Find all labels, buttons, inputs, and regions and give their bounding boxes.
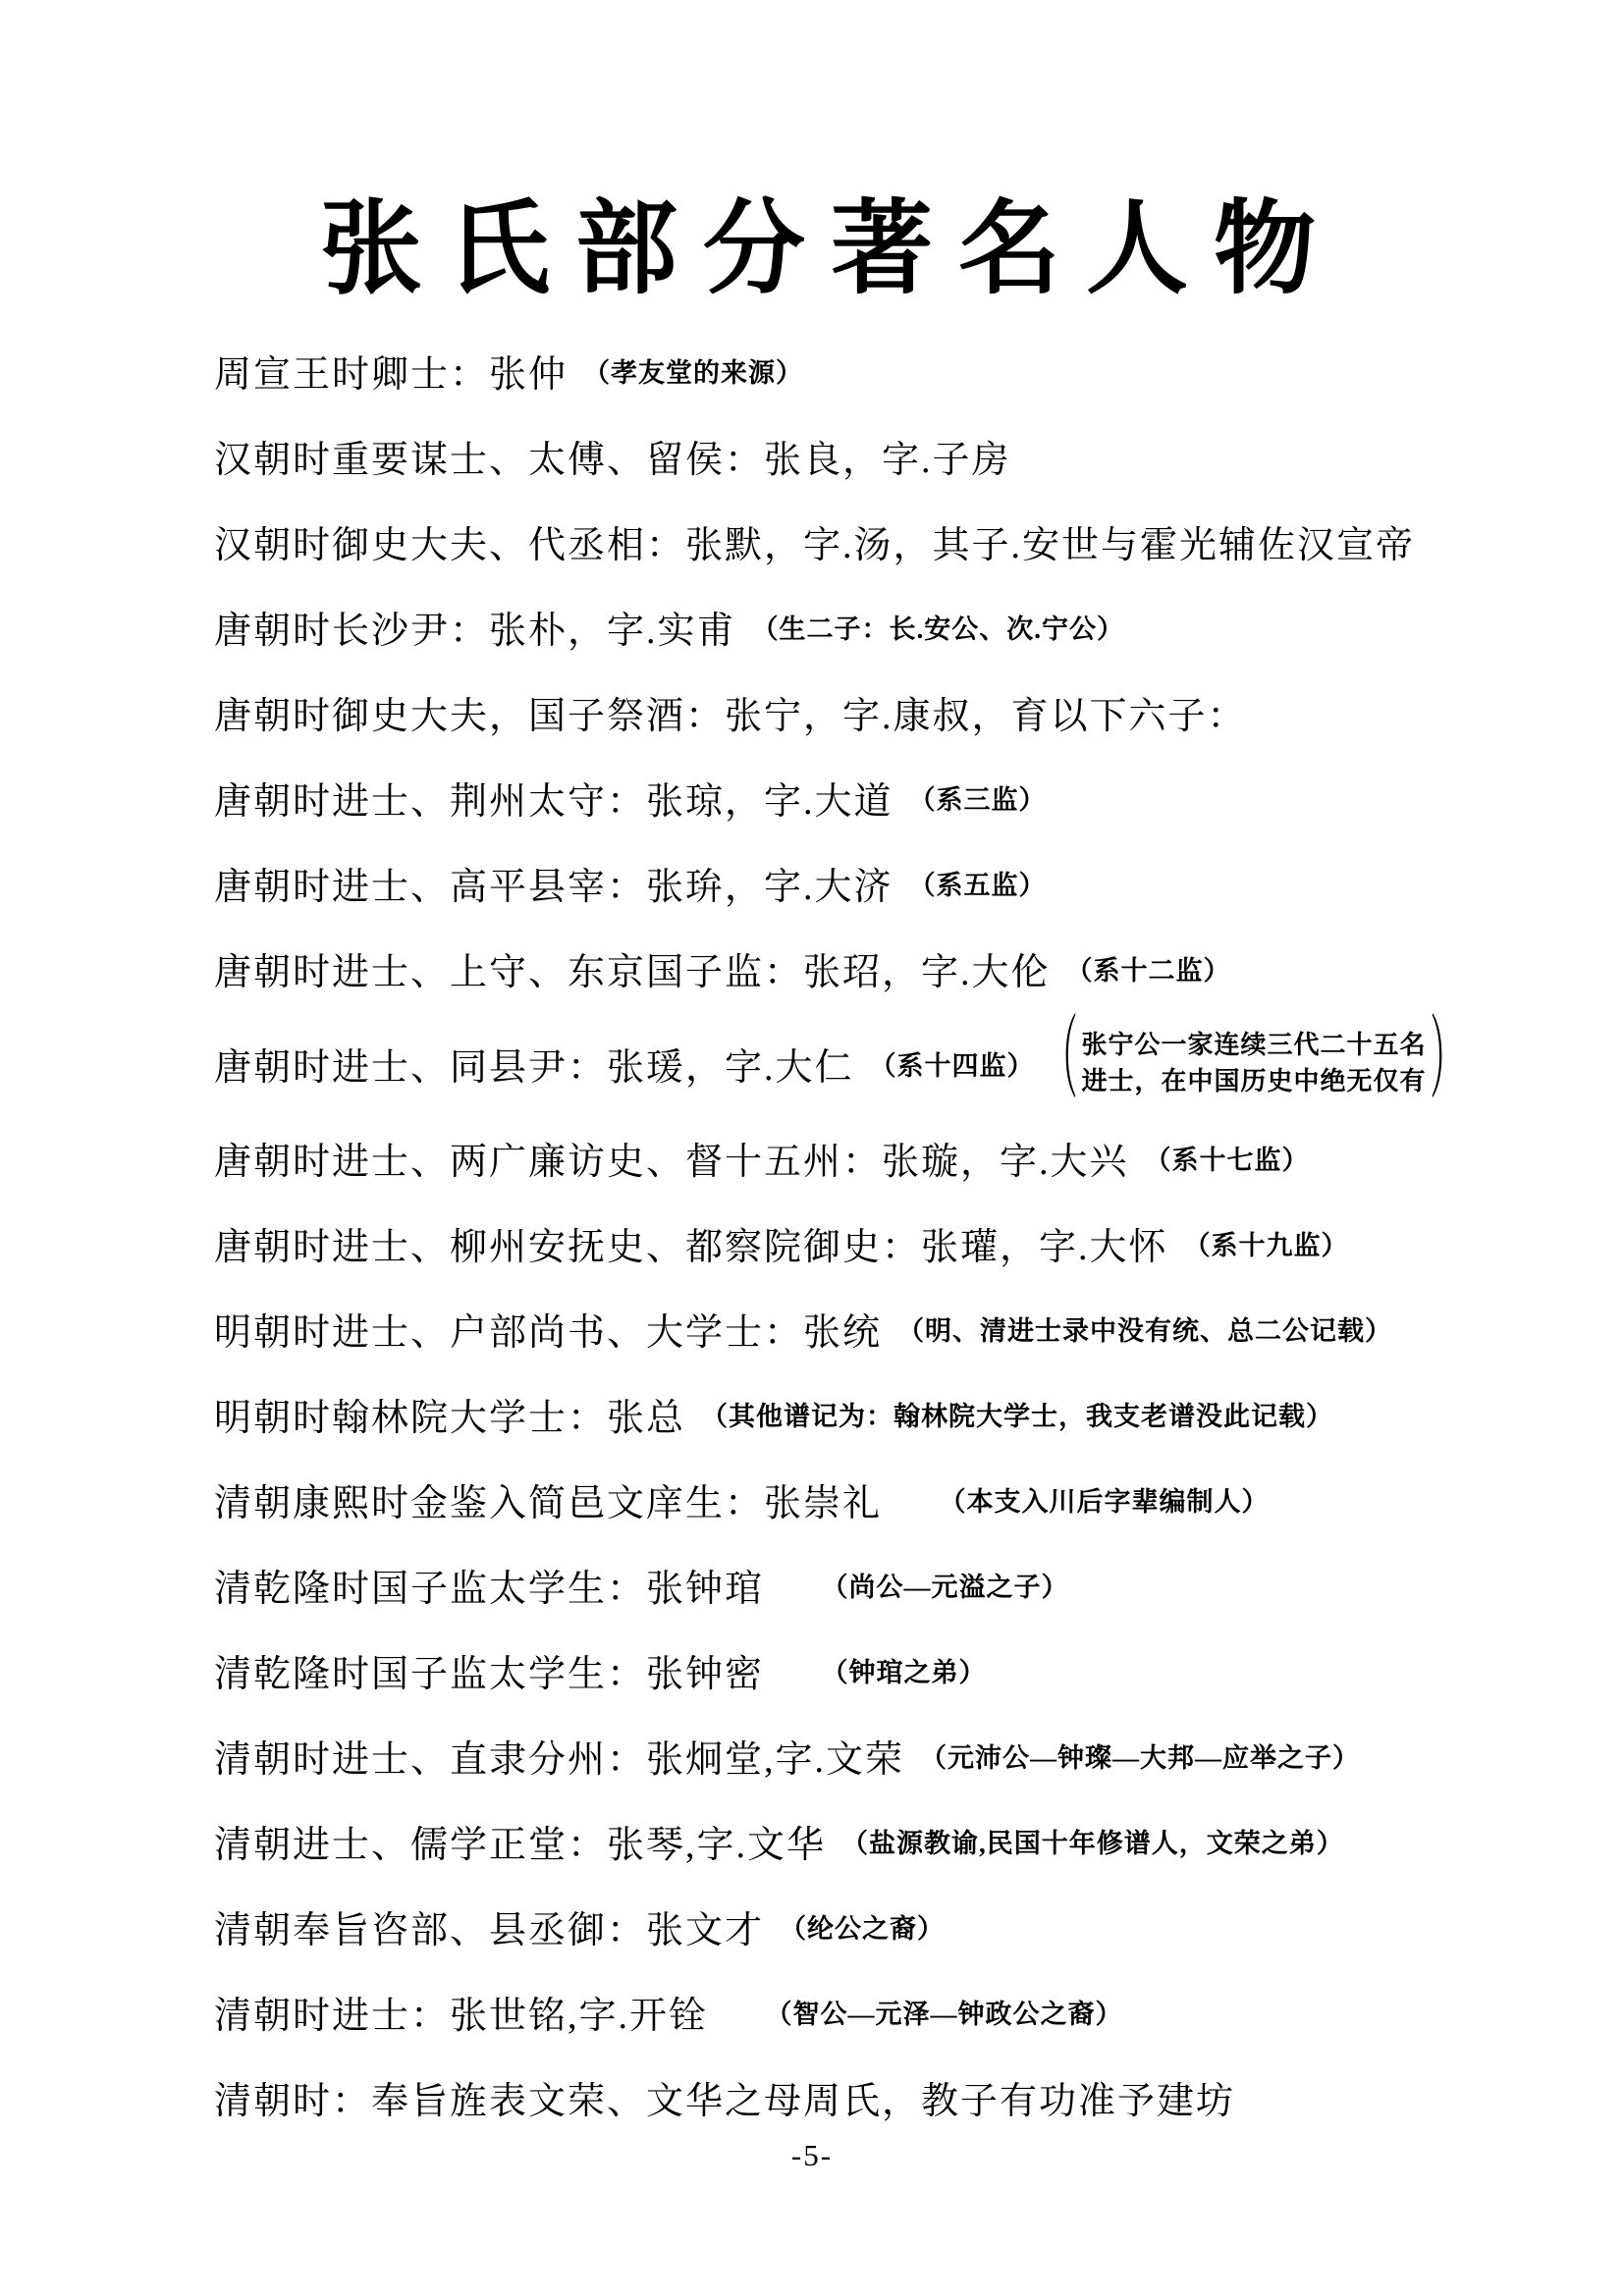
list-item [214,926,1624,1011]
sidenote-open-paren: （ [1044,1013,1078,1111]
entry-note: （盐源教谕,民国十年修谱人，文荣之弟） [841,1829,1344,1859]
list-item [214,669,1624,755]
list-item [214,755,1624,840]
entry-note: （生二子：长.安公、次.宁公） [751,614,1125,645]
entry-text: 清朝奉旨咨部、县丞御：张文才 [214,1910,765,1952]
page-number: -5- [790,2138,834,2172]
entry-list [0,304,1624,2140]
entry-text: 明朝时进士、户部尚书、大学士：张统 [214,1312,883,1355]
sidenote-lines [1082,1027,1427,1100]
entry-note: （系十二监） [1065,956,1231,987]
entry-text: 唐朝时御史大夫，国子祭酒：张宁，字.康叔，育以下六子： [214,696,1247,738]
entry-text: 唐朝时进士、上守、东京国子监：张玿，字.大伦 [214,952,1051,994]
list-item [214,1542,1624,1628]
entry-text: 清朝时：奉旨旌表文荣、文华之母周氏，教子有功准予建坊 [214,2081,1236,2123]
list-item [214,2055,1624,2140]
entry-text: 清朝时进士、直隶分州：张炯堂,字.文荣 [214,1739,905,1782]
entry-note: （本支入川后字辈编制人） [897,1487,1270,1518]
list-item [214,413,1624,499]
page-title: 张氏部分著名人物 [320,187,1342,308]
list-item [214,584,1624,669]
entry-note: （明、清进士录中没有统、总二公记载） [897,1316,1393,1347]
entry-note: （系十七监） [1144,1146,1310,1176]
entry-text: 唐朝时进士、柳州安抚史、都察院御史：张瓘，字.大怀 [214,1227,1168,1269]
entry-note: （系五监） [908,871,1047,901]
list-item [214,328,1624,413]
list-item [214,1371,1624,1457]
list-item [214,1457,1624,1542]
entry-note: （系十九监） [1183,1231,1349,1261]
entry-note: （元沛公—钟璨—大邦—应举之子） [920,1743,1361,1774]
entry-text: 周宣王时卿士：张仲 [214,354,568,397]
entry-note: （其他谱记为：翰林院大学士，我支老谱没此记载） [701,1402,1334,1432]
entry-note: （孝友堂的来源） [583,358,804,389]
list-item [214,1884,1624,1969]
list-item [214,1115,1624,1201]
sidenote-close-paren: ） [1430,1013,1464,1111]
entry-text: 唐朝时进士、同县尹：张瑗，字.大仁 [214,1046,854,1089]
entry-text: 清朝时进士：张世铭,字.开铨 [214,1996,709,2038]
entry-note: （尚公—元溢之子） [780,1573,1069,1603]
entry-note: （系三监） [908,785,1047,816]
entry-text: 清乾隆时国子监太学生：张钟密 [214,1654,765,1696]
entry-text: 汉朝时御史大夫、代丞相：张默，字.汤，其子.安世与霍光辅佐汉宣帝 [214,525,1416,567]
entry-text: 清朝进士、儒学正堂：张琴,字.文华 [214,1825,827,1867]
list-item [214,1798,1624,1884]
list-item [214,1969,1624,2055]
list-item [214,499,1624,584]
entry-note: （智公—元泽—钟政公之裔） [724,2000,1123,2030]
entry-text: 唐朝时进士、高平县宰：张㺹，字.大济 [214,867,893,909]
entry-text: 清乾隆时国子监太学生：张钟琯 [214,1569,765,1611]
list-item [214,1628,1624,1713]
entry-text: 唐朝时进士、荆州太守：张琼，字.大道 [214,781,893,824]
entry-text: 唐朝时长沙尹：张朴，字.实甫 [214,611,736,653]
list-item [214,1011,1624,1115]
list-item [214,1201,1624,1286]
entry-text: 唐朝时进士、两广廉访史、督十五州：张璇，字.大兴 [214,1142,1129,1184]
sidenote-line-2: 进士，在中国历史中绝无仅有 [1081,1067,1427,1096]
entry-text: 清朝康熙时金鉴入简邑文庠生：张崇礼 [214,1483,883,1525]
entry-note: （纶公之裔） [780,1914,946,1945]
list-item [214,840,1624,926]
list-item [214,1286,1624,1371]
entry-note: （系十四监） [869,1050,1035,1081]
entry-note: （钟琯之弟） [780,1658,987,1688]
entry-sidenote [1044,1013,1464,1111]
entry-text: 汉朝时重要谋士、太傅、留侯：张良，字.子房 [214,440,1011,482]
sidenote-line-1: 张宁公一家连续三代二十五名 [1081,1030,1427,1059]
entry-text: 明朝时翰林院大学士：张总 [214,1398,686,1440]
list-item [214,1713,1624,1798]
